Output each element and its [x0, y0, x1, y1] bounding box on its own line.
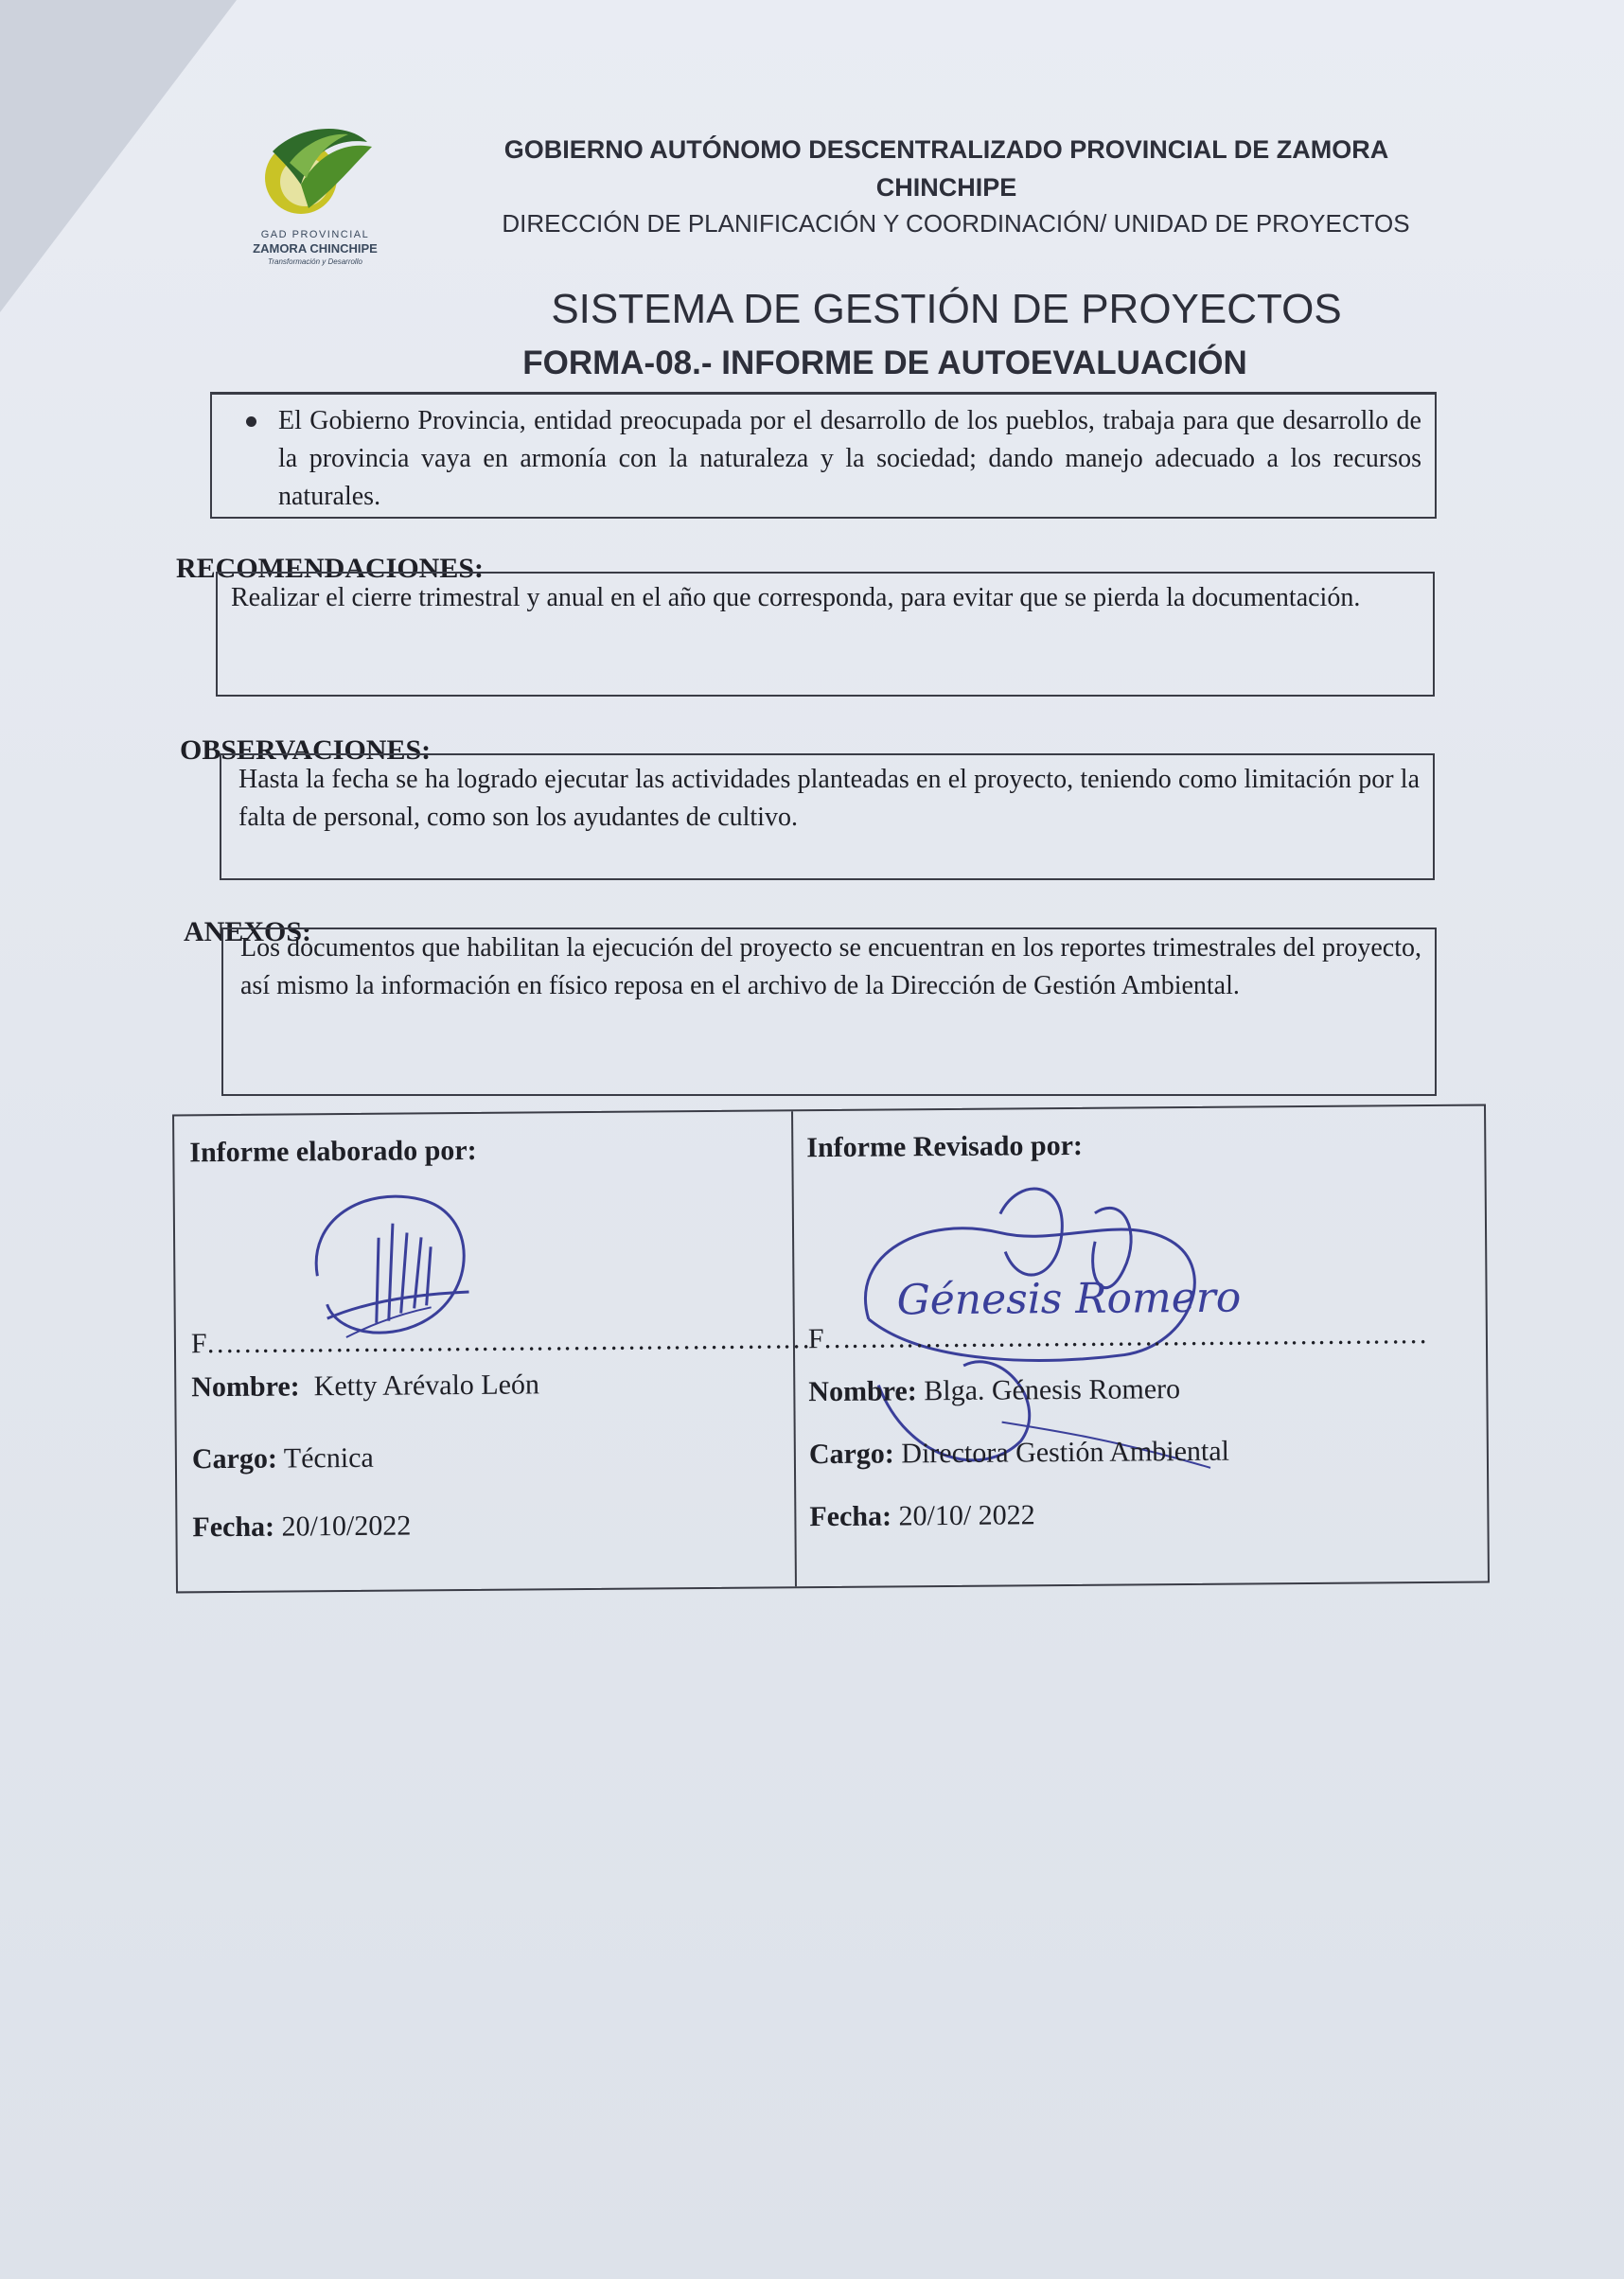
nombre-value: Blga. Génesis Romero — [924, 1373, 1181, 1407]
cargo-value: Técnica — [283, 1441, 374, 1475]
cargo-label: Cargo: — [808, 1438, 894, 1471]
nombre-label: Nombre: — [191, 1370, 300, 1404]
revisado-cargo — [809, 1436, 1229, 1471]
conclusion-text: El Gobierno Provincia, entidad preocupada por el desarrollo de los pueblos, trabaja para que desarrollo de la provincia vaya en armonía con la naturaleza y la sociedad; dando manejo adecuado a los recursos naturales. — [278, 406, 1421, 511]
elaborado-cell — [174, 1111, 810, 1591]
elaborado-cargo — [192, 1442, 374, 1476]
logo-emblem-icon — [235, 114, 396, 227]
elaborado-heading: Informe elaborado por: — [189, 1134, 477, 1169]
recomendaciones-box: Realizar el cierre trimestral y anual en el año que corresponda, para evitar que se pierda la documentación. — [216, 572, 1435, 697]
revisado-fecha — [809, 1499, 1035, 1533]
revisado-heading: Informe Revisado por: — [806, 1129, 1084, 1164]
gad-logo — [235, 114, 396, 284]
fecha-value: 20/10/ 2022 — [898, 1499, 1035, 1532]
bullet-icon — [246, 416, 256, 427]
elaborado-signature-line: F………………………………………………………… — [190, 1323, 810, 1360]
nombre-label: Nombre: — [808, 1375, 917, 1408]
fecha-value: 20/10/2022 — [281, 1510, 412, 1543]
system-title: SISTEMA DE GESTIÓN DE PROYECTOS — [551, 286, 1342, 332]
revisado-signature-line: F………………………………………………………… — [807, 1318, 1427, 1355]
conclusion-box — [210, 392, 1437, 519]
handwritten-name: Génesis Romero — [896, 1273, 1242, 1325]
conclusion-list — [212, 402, 1435, 516]
list-item — [212, 402, 1435, 516]
institution-name: GOBIERNO AUTÓNOMO DESCENTRALIZADO PROVINCIAL DE ZAMORA CHINCHIPE — [503, 135, 1389, 202]
nombre-value: Ketty Arévalo León — [313, 1369, 540, 1403]
folded-page-corner — [0, 0, 237, 312]
department-name: DIRECCIÓN DE PLANIFICACIÓN Y COORDINACIÓN/ UNIDAD DE PROYECTOS — [502, 209, 1410, 238]
form-title: FORMA-08.- INFORME DE AUTOEVALUACIÓN — [522, 344, 1247, 381]
logo-text-line3: Transformación y Desarrollo — [268, 257, 362, 266]
observaciones-box: Hasta la fecha se ha logrado ejecutar las actividades planteadas en el proyecto, teniendo como limitación por la falta de personal, como son los ayudantes de cultivo. — [220, 753, 1435, 880]
fecha-label: Fecha: — [192, 1510, 275, 1544]
anexos-box: Los documentos que habilitan la ejecución del proyecto se encuentran en los reportes trimestrales del proyecto, así mismo la información en físico reposa en el archivo de la Dirección de Gestión Ambiental. — [221, 928, 1437, 1096]
cargo-label: Cargo: — [191, 1442, 278, 1475]
cargo-value: Directora Gestión Ambiental — [901, 1435, 1230, 1470]
fecha-label: Fecha: — [809, 1500, 892, 1533]
logo-text-line1: GAD PROVINCIAL — [260, 229, 370, 240]
revisado-cell — [791, 1106, 1488, 1587]
observaciones-title: OBSERVACIONES: — [180, 734, 432, 766]
recomendaciones-title: RECOMENDACIONES: — [176, 553, 485, 584]
elaborado-nombre — [191, 1369, 539, 1404]
signature-table — [172, 1104, 1490, 1594]
anexos-title: ANEXOS: — [184, 916, 312, 947]
elaborado-fecha — [192, 1510, 411, 1544]
logo-text-line2: ZAMORA CHINCHIPE — [253, 241, 378, 256]
revisado-nombre — [808, 1373, 1180, 1408]
